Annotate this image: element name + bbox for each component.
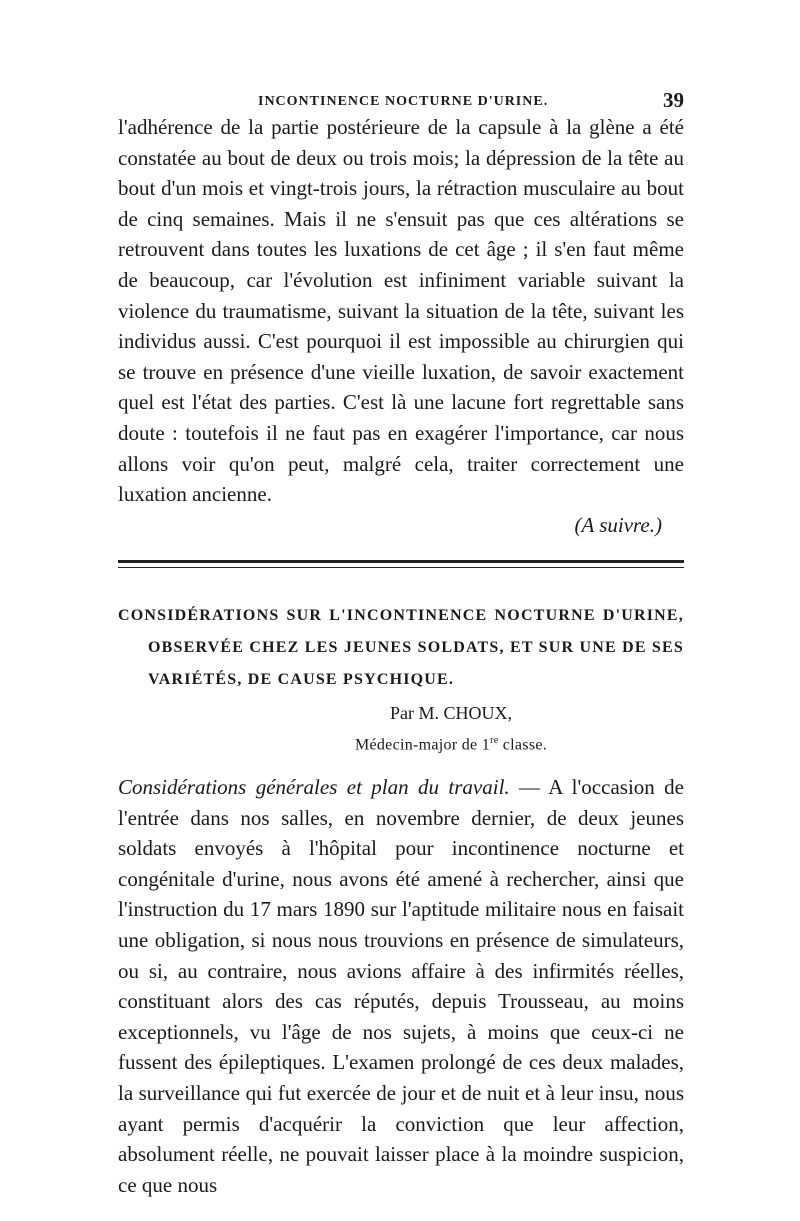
to-be-continued-note: (A suivre.) xyxy=(574,512,662,537)
divider-thin-rule xyxy=(118,567,684,568)
article-body xyxy=(118,772,684,1200)
author-rank-prefix: Médecin-major de 1 xyxy=(354,736,491,754)
book-page xyxy=(118,80,684,1221)
author-rank-suffix: classe. xyxy=(498,736,548,754)
running-header xyxy=(118,80,684,110)
running-title: INCONTINENCE NOCTURNE D'URINE. xyxy=(258,94,549,109)
section-heading: Considérations générales et plan du travail. xyxy=(118,775,510,800)
author-rank xyxy=(218,727,684,758)
article-title-line-1: CONSIDÉRATIONS SUR L'INCONTINENCE NOCTURNE D'URINE, xyxy=(118,606,684,624)
page-number: 39 xyxy=(663,88,684,112)
section-divider xyxy=(118,558,684,572)
author-byline: Par M. CHOUX, xyxy=(389,702,512,723)
author-block xyxy=(118,700,684,758)
continued-paragraph: l'adhérence de la partie postérieure de la capsule à la glène a été constatée au bout de deux ou trois mois; la dépression de la tête au bout d'un mois et vingt-trois jours, la rétraction musculaire au bout de cinq semaines. Mais il ne s'ensuit pas que ces altérations se retrouvent dans toutes les luxations de cet âge ; il s'en faut même de beaucoup, car l'évolution est infiniment variable suivant la violence du traumatisme, suivant la situation de la tête, suivant les individus aussi. C'est pourquoi il est impossible au chirurgien qui se trouve en présence d'une vieille luxation, de savoir exactement quel est l'état des parties. C'est là une lacune fort regrettable sans doute : toutefois il ne faut pas en exagérer l'importance, car nous allons voir qu'on peut, malgré cela, traiter correctement une luxation ancienne. xyxy=(118,115,684,507)
divider-thick-rule xyxy=(118,560,684,563)
article-title-line-3: VARIÉTÉS, DE CAUSE PSYCHIQUE. xyxy=(148,670,455,688)
article-title-line-2: OBSERVÉE CHEZ LES JEUNES SOLDATS, ET SUR UNE DE SES xyxy=(148,638,684,656)
article-title xyxy=(118,600,684,696)
article-body-text: — A l'occasion de l'entrée dans nos salles, en novembre dernier, de deux jeunes soldats envoyés à l'hôpital pour incontinence nocturne et congénitale d'urine, nous avons été amené à rechercher, ainsi que l'instruction du 17 mars 1890 sur l'aptitude militaire nous en faisait une obligation, si nous nous trouvions en présence de simulateurs, ou si, au contraire, nous avions affaire à des infirmités réelles, constituant alors des cas réputés, depuis Trousseau, au moins exceptionnels, vu l'âge de nos sujets, à moins que ceux-ci ne fussent des épileptiques. L'examen prolongé de ces deux malades, la surveillance qui fut exercée de jour et de nuit et à leur insu, nous ayant permis d'acquérir la conviction que leur affection, absolument réelle, ne pouvait laisser place à la moindre suspicion, ce que nous xyxy=(118,775,684,1197)
author-rank-superscript: re xyxy=(490,734,499,746)
